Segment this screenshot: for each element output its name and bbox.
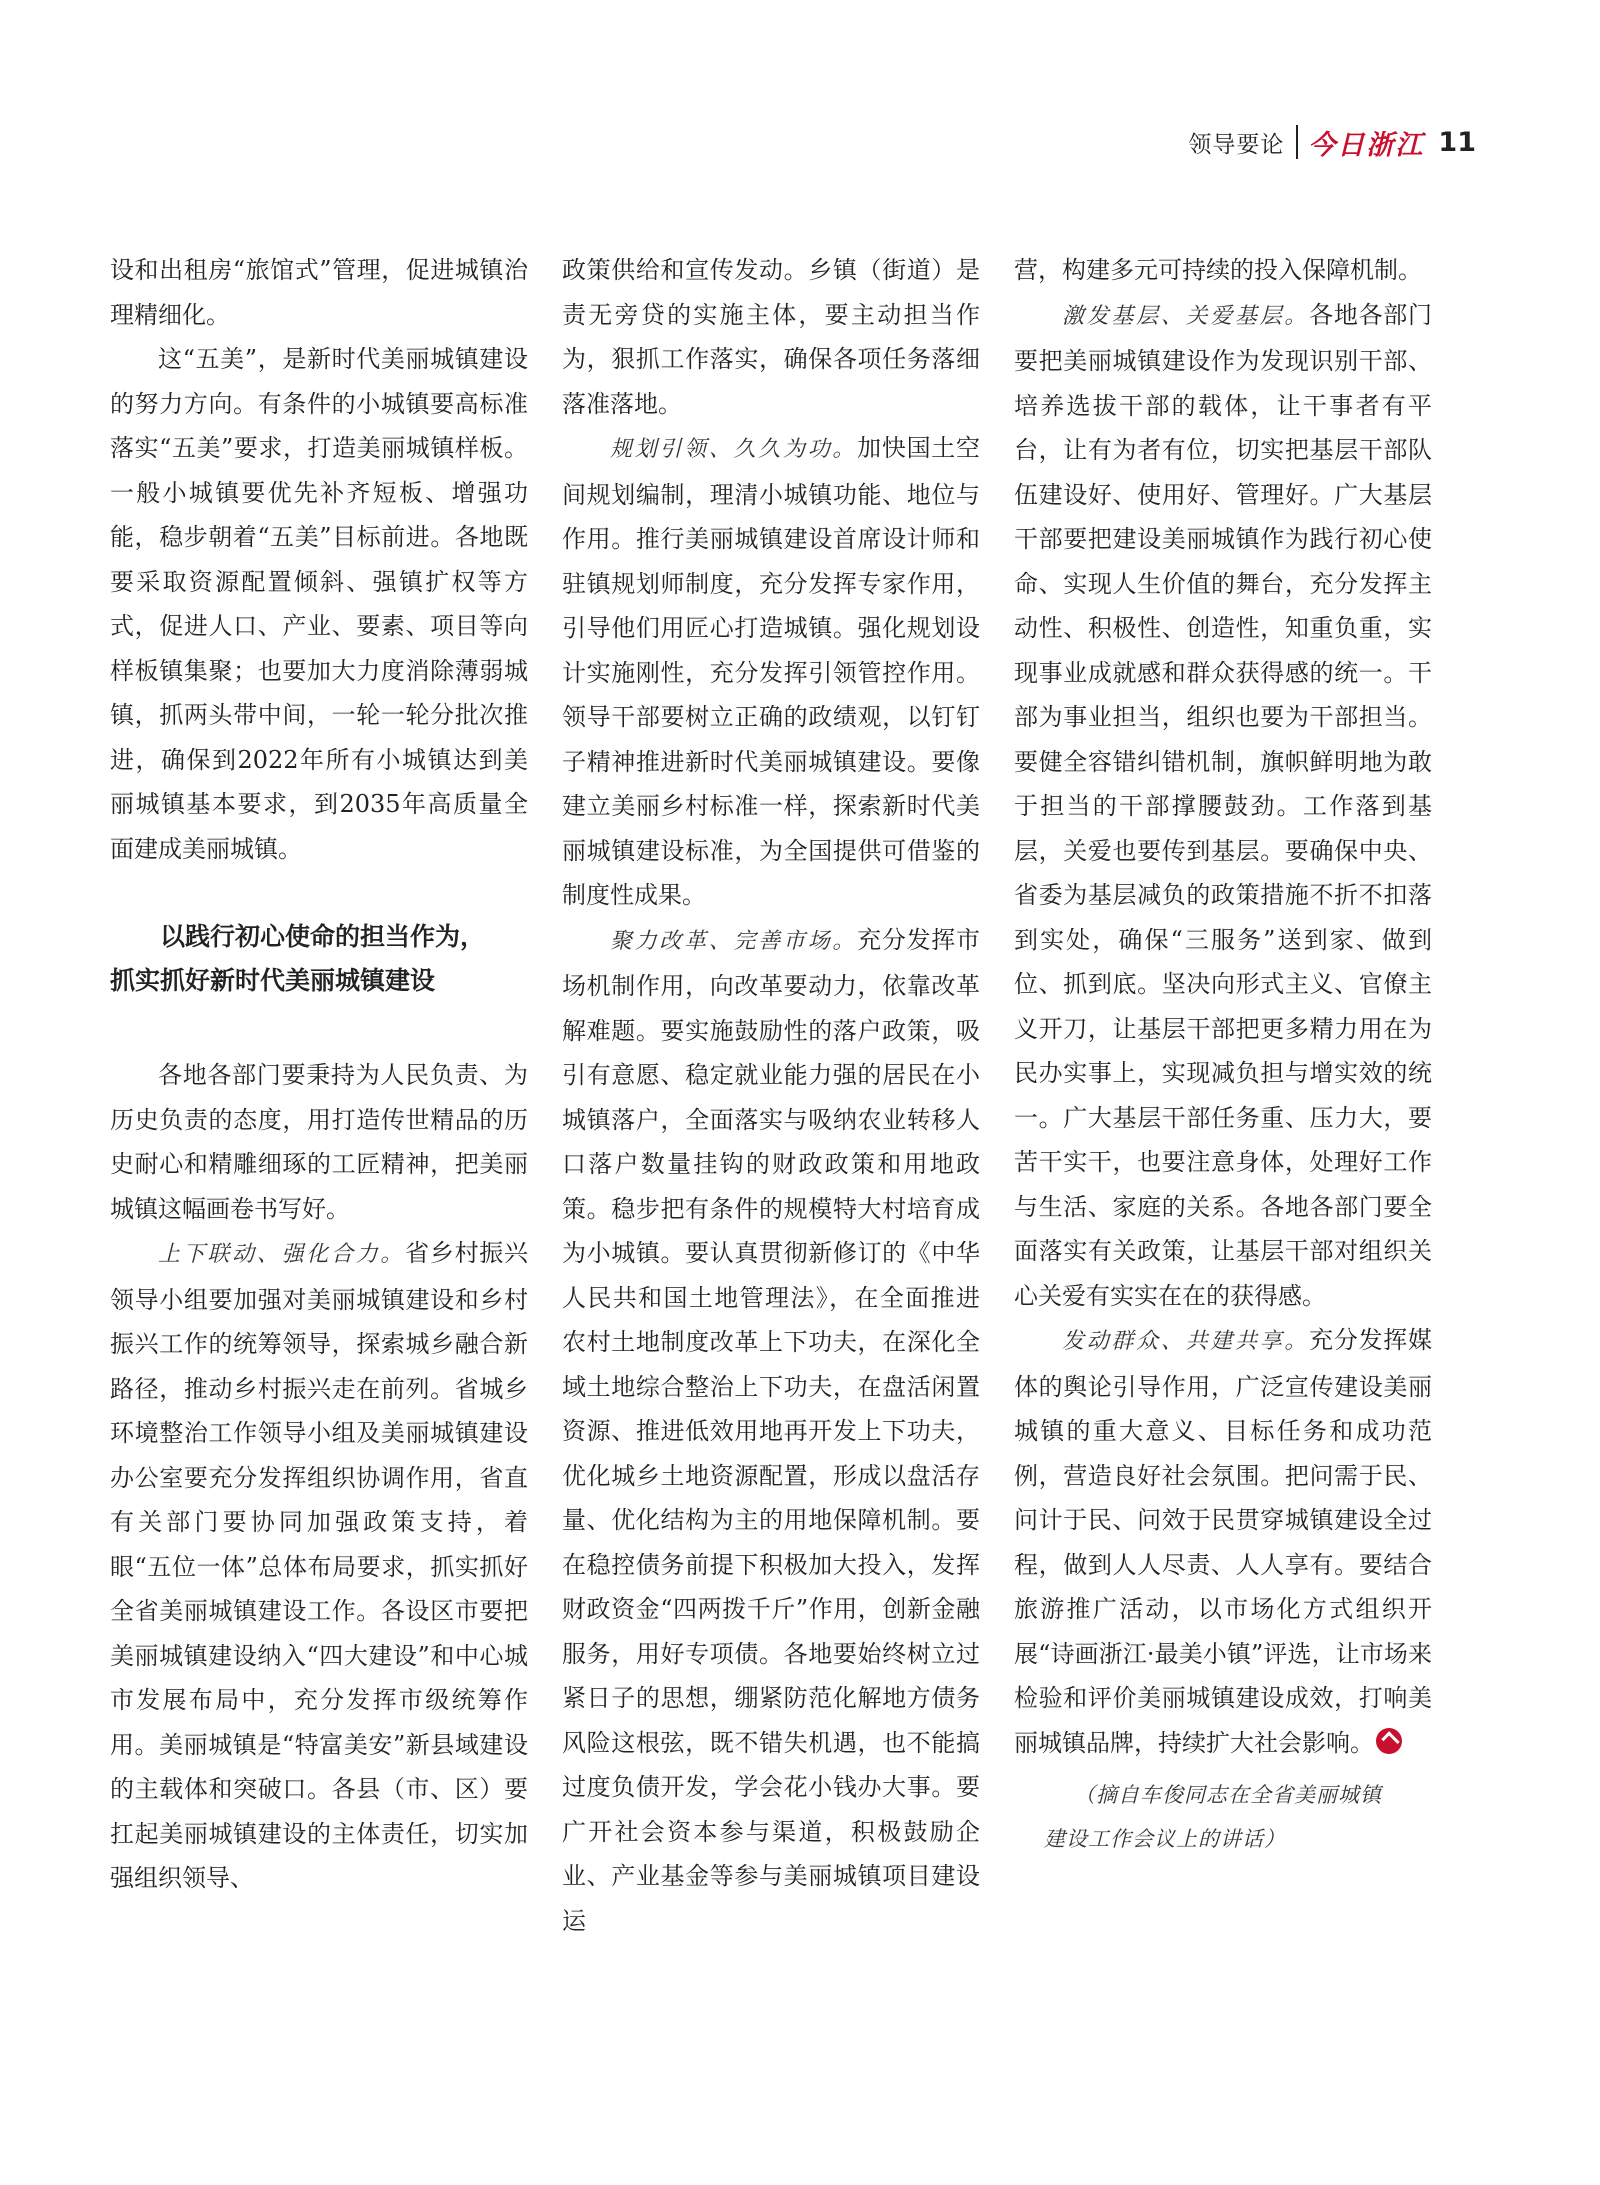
column-1 <box>110 248 528 1988</box>
paragraph <box>562 426 980 918</box>
paragraph <box>1014 1318 1432 1765</box>
source-note-line: 建设工作会议上的讲话） <box>1044 1827 1286 1851</box>
column-3 <box>1014 248 1432 1988</box>
article-body <box>110 248 1432 1988</box>
paragraph <box>562 918 980 1944</box>
paragraph: 设和出租房“旅馆式”管理，促进城镇治理精细化。 <box>110 256 528 329</box>
section-name: 领导要论 <box>1188 131 1285 158</box>
paragraph-lead: 聚力改革、完善市场。 <box>610 928 858 954</box>
paragraph-lead: 上下联动、强化合力。 <box>158 1242 406 1267</box>
paragraph: 政策供给和宣传发动。乡镇（街道）是责无旁贷的实施主体，要主动担当作为，狠抓工作落实，确保各项任务落细落准落地。 <box>562 256 980 418</box>
paragraph: 这“五美”，是新时代美丽城镇建设的努力方向。有条件的小城镇要高标准落实“五美”要求，打造美丽城镇样板。一般小城镇要优先补齐短板、增强功能，稳步朝着“五美”目标前进。各地既要采取资源配置倾斜、强镇扩权等方式，促进人口、产业、要素、项目等向样板镇集聚；也要加大力度消除薄弱城镇，抓两头带中间，一轮一轮分批次推进，确保到2022年所有小城镇达到美丽城镇基本要求，到2035年高质量全面建成美丽城镇。 <box>110 345 528 863</box>
paragraph-text: 各地各部门要把美丽城镇建设作为发现识别干部、培养选拔干部的载体，让干事者有平台，让有为者有位，切实把基层干部队伍建设好、使用好、管理好。广大基层干部要把建设美丽城镇作为践行初心使命、实现人生价值的舞台，充分发挥主动性、积极性、创造性，知重负重，实现事业成就感和群众获得感的统一。干部为事业担当，组织也要为干部担当。要健全容错纠错机制，旗帜鲜明地为敢于担当的干部撑腰鼓劲。工作落到基层，关爱也要传到基层。要确保中央、省委为基层减负的政策措施不折不扣落到实处，确保“三服务”送到家、做到位、抓到底。坚决向形式主义、官僚主义开刀，让基层干部把更多精力用在为民办实事上，实现减负担与增实效的统一。广大基层干部任务重、压力大，要苦干实干，也要注意身体，处理好工作与生活、家庭的关系。各地各部门要全面落实有关政策，让基层干部对组织关心关爱有实实在在的获得感。 <box>1014 300 1432 1310</box>
paragraph-lead: 规划引领、久久为功。 <box>610 437 858 462</box>
section-heading-line: 抓实抓好新时代美丽城镇建设 <box>110 966 436 995</box>
magazine-logo: 今日浙江 <box>1308 129 1425 161</box>
paragraph-lead: 发动群众、共建共享。 <box>1062 1329 1310 1354</box>
paragraph-text: 充分发挥市场机制作用，向改革要动力，依靠改革解难题。要实施鼓励性的落户政策，吸引有意愿、稳定就业能力强的居民在小城镇落户，全面落实与吸纳农业转移人口落户数量挂钩的财政政策和用地政策。稳步把有条件的规模特大村培育成为小城镇。要认真贯彻新修订的《中华人民共和国土地管理法》，在全面推进农村土地制度改革上下功夫，在深化全域土地综合整治上下功夫，在盘活闲置资源、推进低效用地再开发上下功夫，优化城乡土地资源配置，形成以盘活存量、优化结构为主的用地保障机制。要在稳控债务前提下积极加大投入，发挥财政资金“四两拨千斤”作用，创新金融服务，用好专项债。各地要始终树立过紧日子的思想，绷紧防范化解地方债务风险这根弦，既不错失机遇，也不能搞过度负债开发，学会花小钱办大事。要广开社会资本参与渠道，积极鼓励企业、产业基金等参与美丽城镇项目建设运 <box>562 925 980 1935</box>
page-header <box>1188 122 1476 162</box>
paragraph-lead: 激发基层、关爱基层。 <box>1062 303 1310 329</box>
end-mark-icon <box>1376 1728 1402 1754</box>
paragraph <box>110 1231 528 1901</box>
paragraph: 各地各部门要秉持为人民负责、为历史负责的态度，用打造传世精品的历史耐心和精雕细琢的工匠精神，把美丽城镇这幅画卷书写好。 <box>110 1061 528 1223</box>
paragraph: 营，构建多元可持续的投入保障机制。 <box>1014 256 1422 284</box>
section-heading-line: 以践行初心使命的担当作为， <box>160 922 486 951</box>
paragraph-text: 加快国土空间规划编制，理清小城镇功能、地位与作用。推行美丽城镇建设首席设计师和驻镇规划师制度，充分发挥专家作用，引导他们用匠心打造城镇。强化规划设计实施刚性，充分发挥引领管控作用。领导干部要树立正确的政绩观，以钉钉子精神推进新时代美丽城镇建设。要像建立美丽乡村标准一样，探索新时代美丽城镇建设标准，为全国提供可借鉴的制度性成果。 <box>562 434 980 909</box>
source-note <box>1014 1773 1432 1861</box>
header-divider <box>1296 125 1298 159</box>
paragraph-text: 省乡村振兴领导小组要加强对美丽城镇建设和乡村振兴工作的统筹领导，探索城乡融合新路径，推动乡村振兴走在前列。省城乡环境整治工作领导小组及美丽城镇建设办公室要充分发挥组织协调作用，省直有关部门要协同加强政策支持，着眼“五位一体”总体布局要求，抓实抓好全省美丽城镇建设工作。各设区市要把美丽城镇建设纳入“四大建设”和中心城市发展布局中，充分发挥市级统筹作用。美丽城镇是“特富美安”新县域建设的主载体和突破口。各县（市、区）要扛起美丽城镇建设的主体责任，切实加强组织领导、 <box>110 1239 528 1892</box>
page-number: 11 <box>1438 126 1476 158</box>
column-2 <box>562 248 980 1988</box>
section-heading <box>110 915 528 1003</box>
paragraph-text: 充分发挥媒体的舆论引导作用，广泛宣传建设美丽城镇的重大意义、目标任务和成功范例，营造良好社会氛围。把问需于民、问计于民、问效于民贯穿城镇建设全过程，做到人人尽责、人人享有。要结合旅游推广活动，以市场化方式组织开展“诗画浙江·最美小镇”评选，让市场来检验和评价美丽城镇建设成效，打响美丽城镇品牌，持续扩大社会影响。 <box>1014 1326 1432 1757</box>
paragraph <box>1014 293 1432 1319</box>
source-note-line: （摘自车俊同志在全省美丽城镇 <box>1074 1783 1382 1807</box>
